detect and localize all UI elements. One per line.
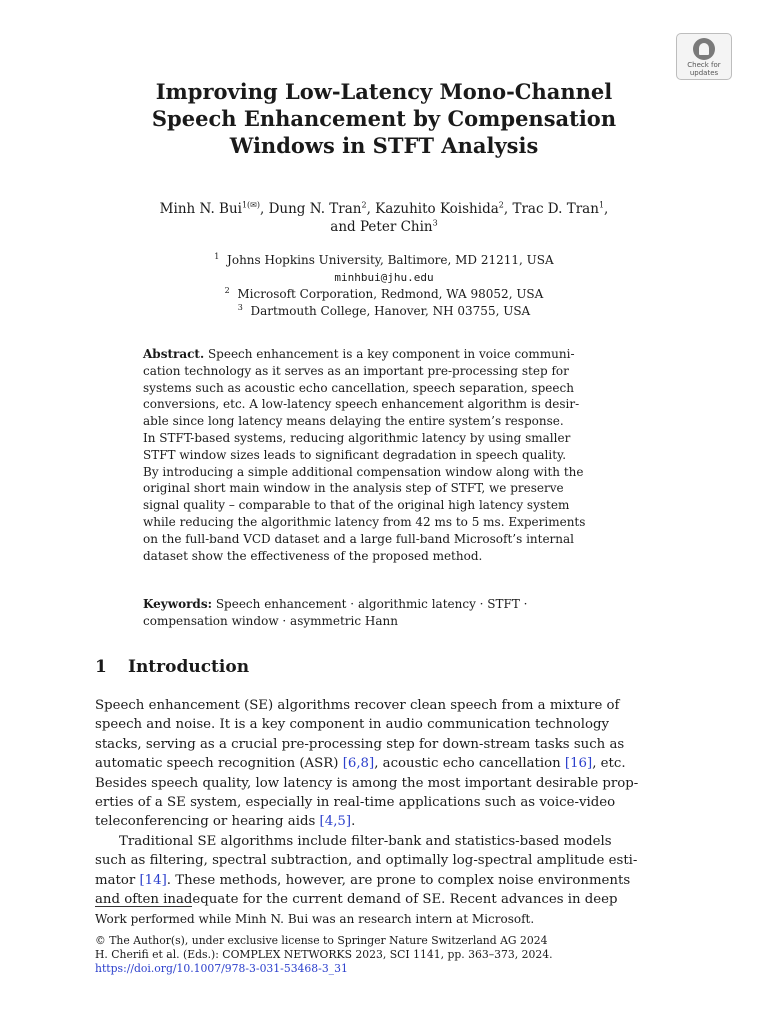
author-name: and Peter Chin: [330, 219, 433, 235]
section-number: 1: [95, 657, 107, 677]
body-line: Besides speech quality, low latency is among the most important desirable prop-: [95, 775, 639, 791]
footnote: Work performed while Minh N. Bui was an research intern at Microsoft.: [95, 912, 535, 926]
abstract-line: signal quality – comparable to that of the original high latency system: [143, 498, 570, 513]
affiliation-text: Dartmouth College, Hanover, NH 03755, USA: [250, 304, 531, 318]
author-name: , Kazuhito Koishida: [366, 201, 499, 217]
introduction-body: [95, 696, 672, 909]
author-name: , Dung N. Tran: [260, 201, 362, 217]
abstract-line: systems such as acoustic echo cancellation, speech separation, speech: [143, 380, 574, 395]
author-sup: 2: [361, 200, 367, 210]
abstract-text: Speech enhancement is a key component in voice communi-: [204, 347, 575, 361]
author-email[interactable]: [96, 269, 672, 286]
author-list: [96, 200, 672, 236]
body-text: . These methods, however, are prone to complex noise environments: [166, 872, 631, 888]
author-sup: 2: [498, 200, 504, 210]
affiliation-text: Microsoft Corporation, Redmond, WA 98052, USA: [237, 287, 544, 301]
citation-link[interactable]: [4,5]: [319, 814, 352, 830]
copyright-line: © The Author(s), under exclusive license to Springer Nature Switzerland AG 2024: [95, 934, 548, 947]
affiliation-1: [96, 252, 672, 269]
paper-title: [96, 78, 672, 159]
body-text: , etc.: [592, 756, 626, 772]
abstract-line: conversions, etc. A low-latency speech enhancement algorithm is desir-: [143, 397, 580, 412]
author-name: Minh N. Bui: [159, 201, 242, 217]
body-line: erties of a SE system, especially in real-time applications such as voice-video: [95, 795, 616, 811]
body-line: [95, 871, 672, 890]
body-line: Traditional SE algorithms include filter-bank and statistics-based models: [119, 833, 612, 849]
abstract-line: In STFT-based systems, reducing algorithmic latency by using smaller: [143, 430, 571, 445]
citation-link[interactable]: [6,8]: [342, 756, 375, 772]
author-line-2: [96, 218, 672, 236]
title-line-1: Improving Low-Latency Mono-Channel: [155, 79, 613, 104]
keywords-text: Speech enhancement · algorithmic latency · STFT ·: [212, 597, 528, 611]
section-heading: [95, 657, 249, 677]
body-text: teleconferencing or hearing aids: [95, 814, 320, 830]
body-line: speech and noise. It is a key component in audio communication technology: [95, 717, 610, 733]
body-line: Speech enhancement (SE) algorithms recover clean speech from a mixture of: [95, 698, 620, 713]
title-line-3: Windows in STFT Analysis: [229, 133, 539, 158]
abstract-line: [143, 346, 649, 363]
abstract-line: while reducing the algorithmic latency from 42 ms to 5 ms. Experiments: [143, 514, 586, 529]
body-line: [95, 754, 672, 773]
email-text[interactable]: minhbui@jhu.edu: [334, 271, 434, 284]
author-sup: 3: [432, 218, 438, 228]
author-line-1: [96, 200, 672, 218]
citation-line: H. Cherifi et al. (Eds.): COMPLEX NETWORKS 2023, SCI 1141, pp. 363–373, 2024.: [95, 948, 553, 961]
abstract-line: dataset show the effectiveness of the proposed method.: [143, 548, 483, 563]
body-line: and often inadequate for the current demand of SE. Recent advances in deep: [95, 892, 618, 908]
keywords-label: Keywords:: [143, 597, 213, 611]
doi-link[interactable]: https://doi.org/10.1007/978-3-031-53468-3_31: [95, 962, 348, 975]
body-text: , acoustic echo cancellation: [374, 756, 565, 772]
citation-link[interactable]: [16]: [564, 756, 593, 772]
abstract: [143, 346, 649, 564]
badge-line-2: updates: [689, 69, 719, 77]
affiliations: [96, 252, 672, 320]
badge-line-1: Check for: [687, 61, 721, 69]
footnote-rule: [95, 906, 192, 907]
body-text: automatic speech recognition (ASR): [95, 756, 343, 772]
body-line: [95, 812, 672, 831]
affiliation-text: Johns Hopkins University, Baltimore, MD 21211, USA: [227, 253, 554, 267]
body-line: stacks, serving as a crucial pre-processing step for down-stream tasks such as: [95, 736, 625, 752]
author-sup: 1(✉): [241, 200, 261, 210]
affiliation-3: [96, 303, 672, 320]
keywords-line-1: [143, 596, 649, 613]
section-title: Introduction: [128, 657, 250, 677]
copyright-block: [95, 934, 553, 976]
keywords-line-2: compensation window · asymmetric Hann: [143, 613, 398, 628]
body-line: such as filtering, spectral subtraction, and optimally log-spectral amplitude esti-: [95, 853, 638, 869]
affiliation-sup: 1: [214, 252, 220, 261]
abstract-line: By introducing a simple additional compensation window along with the: [143, 464, 584, 479]
citation-link[interactable]: [14]: [139, 872, 167, 888]
body-text: mator: [95, 872, 140, 888]
affiliation-sup: 2: [224, 286, 230, 295]
body-text: .: [351, 814, 356, 830]
affiliation-2: [96, 286, 672, 303]
abstract-line: original short main window in the analysis step of STFT, we preserve: [143, 481, 564, 496]
title-line-2: Speech Enhancement by Compensation: [151, 106, 617, 131]
abstract-line: able since long latency means delaying the entire system’s response.: [143, 414, 564, 429]
abstract-line: STFT window sizes leads to significant degradation in speech quality.: [143, 447, 567, 462]
abstract-line: cation technology as it serves as an important pre-processing step for: [143, 363, 569, 378]
abstract-line: on the full-band VCD dataset and a large full-band Microsoft’s internal: [143, 531, 575, 546]
author-sup: 1: [598, 200, 605, 210]
bookmark-icon: [693, 38, 715, 60]
author-name: , Trac D. Tran: [503, 201, 599, 217]
author-sep: ,: [604, 201, 609, 217]
abstract-label: Abstract.: [143, 347, 205, 361]
affiliation-sup: 3: [237, 303, 243, 312]
keywords: [143, 596, 649, 630]
check-for-updates-badge[interactable]: [676, 33, 732, 80]
